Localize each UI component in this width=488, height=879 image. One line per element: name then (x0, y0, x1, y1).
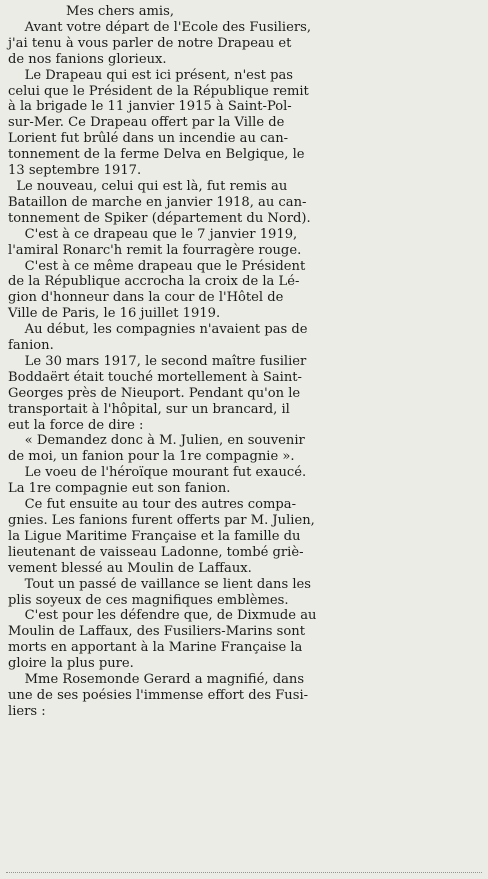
letter-paragraph: Au début, les compagnies n'avaient pas de fanion. (8, 322, 308, 354)
letter-paragraph: Le Drapeau qui est ici présent, n'est pas celui que le Président de la République remit à la brigade le 11 janvier 1915 à Saint-Pol- sur-Mer. Ce Drapeau offert par la Ville de Lorient fut brûlé dans un incendie au can- tonnement de la ferme Delva en Belgique, le 13 septembre 1917. (8, 67, 309, 179)
letter-paragraph: Le nouveau, celui qui est là, fut remis au Bataillon de marche en janvier 1918, au can- tonnement de Spiker (département du Nord). (8, 178, 311, 226)
torn-bottom-edge (6, 872, 482, 877)
letter-paragraph: Le voeu de l'héroïque mourant fut exaucé. La 1re compagnie eut son fanion. (8, 465, 307, 497)
letter-paragraph: C'est à ce drapeau que le 7 janvier 1919, l'amiral Ronarc'h remit la fourragère rouge. (8, 226, 302, 258)
letter-salutation: Mes chers amis, (66, 4, 174, 19)
letter-paragraph: « Demandez donc à M. Julien, en souvenir de moi, un fanion pour la 1re compagnie ». (8, 433, 305, 465)
letter-paragraph: Avant votre départ de l'Ecole des Fusiliers, j'ai tenu à vous parler de notre Drapeau et de nos fanions glorieux. (8, 19, 312, 67)
letter-paragraph: Tout un passé de vaillance se lient dans les plis soyeux de ces magnifiques emblèmes. (8, 576, 311, 608)
letter-paragraph: Ce fut ensuite au tour des autres compa- gnies. Les fanions furent offerts par M. Julien, la Ligue Maritime Française et la famille du lieutenant de vaisseau Ladonne, tombé griè- vement blessé au Moulin de Laffaux. (8, 497, 315, 576)
letter-paragraph: Mme Rosemonde Gerard a magnifié, dans une de ses poésies l'immense effort des Fusi- liers : (8, 672, 309, 719)
letter-paragraph: Le 30 mars 1917, le second maître fusilier Boddaërt était touché mortellement à Saint- Georges près de Nieuport. Pendant qu'on le transportait à l'hôpital, sur un brancard, il eut la force de dire : (8, 353, 307, 433)
letter-paragraph: C'est pour les défendre que, de Dixmude au Moulin de Laffaux, des Fusiliers-Marins sont morts en apportant à la Marine Française la gloire la plus pure. (8, 608, 317, 672)
letter-paragraph: C'est à ce même drapeau que le Président de la République accrocha la croix de la Lé- gion d'honneur dans la cour de l'Hôtel de Ville de Paris, le 16 juillet 1919. (8, 258, 306, 322)
